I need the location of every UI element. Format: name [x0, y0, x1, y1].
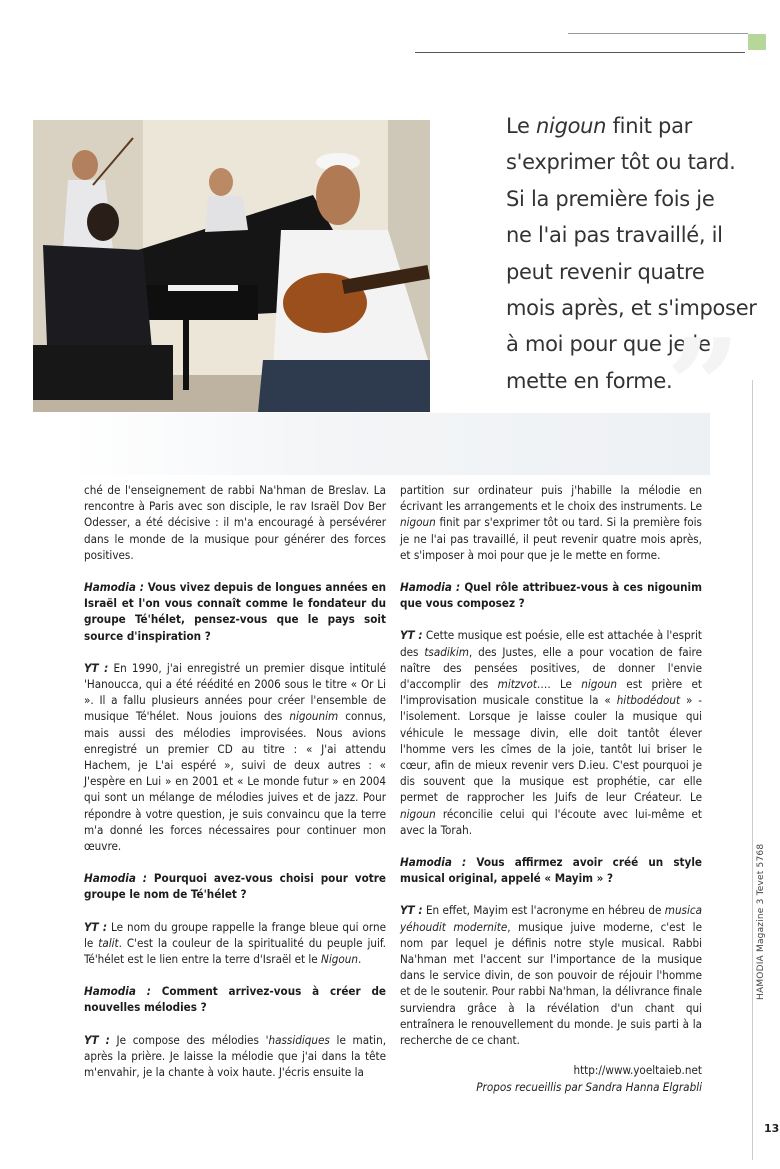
intro-paragraph: ché de l'enseignement de rabbi Na'hman de Breslav. La rencontre à Paris avec son disciple, le rav Israël Dov Ber Odesser, a été décisive : il m'a encouragé à persévérer dans le monde de la musique pour générer des forces positives.: [84, 483, 386, 562]
magazine-folio: HAMODIA Magazine 3 Tevet 5768: [756, 843, 766, 1000]
musicians-photo: [33, 120, 430, 412]
page-number: 13: [764, 1122, 780, 1135]
answer-3: YT : Je compose des mélodies 'hassidiques le matin, après la prière. Je laisse la mélodie que j'ai dans la tête m'envahir, je la chante à voix haute. J'écris ensuite la: [84, 1032, 387, 1080]
pull-quote-line: mois après, et s'imposer: [506, 296, 757, 321]
article-column-right: [400, 482, 702, 1095]
margin-rule: [752, 380, 753, 1160]
pull-quote-line: Le nigoun finit par: [506, 114, 692, 138]
answer-5: YT : En effet, Mayim est l'acronyme en hébreu de musica yéhoudit modernite, musique juive moderne, c'est le nom par lequel je définis notre style musical. Rabbi Na'hman met l'accent sur l'importance de la musique dans le service divin, de son pouvoir de réjouir l'homme et de le soutenir. Pour rabbi Na'hman, la délivrance finale surviendra grâce à la révélation d'un chant qui entraînera le renouvellement du monde. Je suis parti à la recherche de ce chant.: [400, 903, 703, 1048]
article-column-left: [84, 482, 386, 1096]
closing-quote-mark: ”: [666, 310, 741, 463]
question-1: Hamodia : Vous vivez depuis de longues années en Israël et l'on vous connaît comme le fondateur du groupe Té'hélet, pensez-vous que le pays soit source d'inspiration ?: [84, 580, 386, 643]
pull-quote-line: ne l'ai pas travaillé, il: [506, 223, 723, 248]
continued-paragraph: partition sur ordinateur puis j'habille la mélodie en écrivant les arrangements et le choix des instruments. Le nigoun finit par s'exprimer tôt ou tard. Si la première fois je ne l'ai pas travaillé, il peut revenir quatre mois après, et s'imposer à moi pour que je le mette en forme.: [400, 483, 702, 562]
answer-4: YT : Cette musique est poésie, elle est attachée à l'esprit des tsadikim, des Justes, elle a pour vocation de faire naître des pensées positives, de donner l'envie d'accomplir des mitzvot…. Le nigoun est prière et l'improvisation musicale constitue la « hitbodédout » - l'isolement. Lorsque je laisse couler la musique qui véhicule le message divin, elle doit tantôt élever l'homme vers les cîmes de la joie, tantôt lui briser le cœur, afin de mieux revenir vers D.ieu. C'est pourquoi je dis souvent que la musique est prophétie, car elle permet de rapprocher les Juifs de leur Créateur. Le nigoun réconcilie celui qui l'écoute avec lui-même et avec la Torah.: [400, 628, 702, 837]
answer-2: YT : Le nom du groupe rappelle la frange bleue qui orne le talit. C'est la couleur de la spiritualité du peuple juif. Té'hélet est le lien entre la terre d'Israël et le Nigoun.: [84, 919, 386, 967]
author-credit: Propos recueillis par Sandra Hanna Elgrabli: [476, 1079, 702, 1094]
corner-color-tab: [748, 34, 766, 50]
header-rule: [415, 52, 745, 53]
background-band: [70, 413, 710, 475]
question-4: Hamodia : Quel rôle attribuez-vous à ces nigounim que vous composez ?: [400, 580, 702, 611]
pull-quote-line: s'exprimer tôt ou tard.: [506, 150, 736, 175]
pull-quote-line: mette en forme.: [506, 368, 673, 393]
website-link[interactable]: http://www.yoeltaieb.net: [573, 1063, 702, 1078]
question-3: Hamodia : Comment arrivez-vous à créer de nouvelles mélodies ?: [84, 984, 386, 1015]
pull-quote-line: à moi pour que je le: [506, 332, 711, 357]
question-5: Hamodia : Vous affirmez avoir créé un style musical original, appelé « Mayim » ?: [400, 855, 702, 886]
header-rule-upper: [568, 33, 748, 34]
pull-quote-line: Si la première fois je: [506, 186, 715, 211]
answer-1: YT : En 1990, j'ai enregistré un premier disque intitulé 'Hanoucca, qui a été réédité en 2006 sous le titre « Or Li ». Il a fallu plusieurs années pour créer l'ensemble de musique Té'hélet. Nous jouions des nigounim connus, mais aussi des mélodies improvisées. Nous avions enregistré un premier CD au titre : « J'ai attendu Hachem, je L'ai espéré », suivi de deux autres : « J'espère en Lui » en 2001 et « Le monde futur » en 2004 qui sont un mélange de mélodies juives et de jazz. Pour répondre à votre question, je suis convaincu que la terre m'a donné les forces nécessaires pour continuer mon œuvre.: [84, 660, 387, 854]
question-2: Hamodia : Pourquoi avez-vous choisi pour votre groupe le nom de Té'hélet ?: [84, 871, 386, 902]
pull-quote-line: peut revenir quatre: [506, 259, 705, 284]
